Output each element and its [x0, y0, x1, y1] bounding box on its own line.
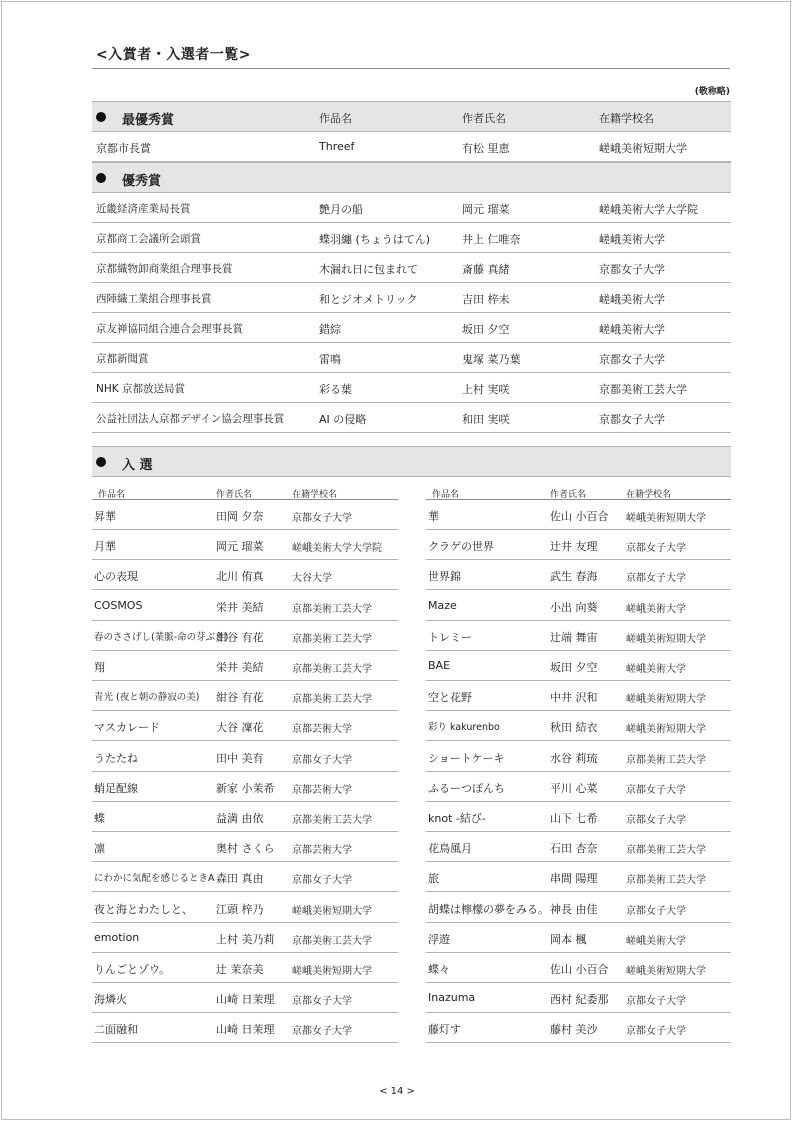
school-name: 嵯峨美術大学大学院: [599, 203, 698, 216]
work-title: マスカレード: [94, 721, 160, 735]
work-title: うたたね: [94, 751, 138, 765]
list-item: [426, 621, 731, 651]
school-name: 京都美術工芸大学: [599, 383, 687, 396]
author-name: 辻 茉奈美: [216, 963, 264, 976]
work-title: 胡蝶は檸檬の夢をみる。: [428, 902, 549, 916]
work-title: クラゲの世界: [428, 540, 494, 554]
list-item: [92, 621, 398, 651]
author-name: 江頭 梓乃: [216, 902, 264, 916]
list-item: [426, 983, 731, 1013]
author-name: 奥村 さくら: [216, 842, 275, 856]
work-title: 夜と海とわたしと、: [94, 902, 193, 916]
award-name: 京都新聞賞: [96, 353, 149, 365]
author-name: 岡元 瑠菜: [216, 540, 264, 554]
work-title: 空と花野: [428, 691, 472, 705]
section-header-excellence-award: [92, 162, 731, 193]
work-title: 凛: [94, 842, 105, 856]
list-item: [92, 893, 398, 923]
work-title: 蝶: [94, 812, 105, 825]
column-header-work: 作品名: [319, 112, 352, 125]
section-header-top-award: [92, 101, 731, 132]
list-item: [92, 923, 398, 953]
page-number: < 14 >: [379, 1086, 415, 1097]
list-item: [426, 923, 731, 953]
honorific-note: (敬称略): [694, 87, 730, 97]
work-title: 彩り kakurenbo: [428, 722, 500, 734]
list-item: [426, 742, 731, 772]
school-name: 京都芸術大学: [292, 784, 352, 796]
school-name: 嵯峨美術大学: [599, 323, 665, 336]
school-name: 京都女子大学: [626, 815, 686, 826]
work-title: 艶月の船: [319, 203, 363, 216]
award-name: 西陣織工業組合理事長賞: [96, 293, 212, 305]
work-title: 蝶羽纏 (ちょうはてん): [319, 233, 431, 246]
author-name: 上村 美乃莉: [216, 932, 275, 946]
work-title: AI の侵略: [319, 413, 367, 426]
work-title: 海燐火: [94, 993, 127, 1007]
list-item: [426, 560, 731, 590]
work-title: emotion: [94, 930, 140, 944]
school-name: 京都美術工芸大学: [292, 694, 372, 706]
work-title: 雷鳴: [319, 353, 341, 366]
list-item: [92, 862, 398, 892]
list-item: [426, 772, 731, 802]
author-name: 西村 紀委那: [550, 993, 609, 1007]
author-name: 栄井 美結: [216, 661, 264, 674]
list-item: [426, 651, 731, 681]
list-item: [426, 1013, 731, 1043]
list-item: [92, 560, 398, 590]
work-title: COSMOS: [94, 598, 143, 612]
author-name: 佐山 小百合: [550, 510, 609, 523]
author-name: 辻端 舞宙: [550, 630, 598, 644]
school-name: 京都女子大学: [626, 543, 686, 555]
list-item: [92, 832, 398, 862]
list-item: [426, 802, 731, 832]
author-name: 吉田 梓未: [462, 293, 510, 306]
school-name: 嵯峨美術短期大学: [626, 513, 706, 524]
table-row: [92, 283, 731, 313]
school-name: 京都女子大学: [626, 996, 686, 1008]
author-name: 田中 美有: [216, 751, 264, 765]
author-name: 栄井 美結: [216, 600, 264, 614]
school-name: 京都美術工芸大学: [292, 633, 372, 645]
author-name: 神長 由佳: [550, 902, 598, 916]
table-row: [92, 403, 731, 433]
author-name: 紺谷 有花: [216, 630, 264, 644]
work-title: 春のささげし(業脈-命の芽ぶき): [94, 631, 229, 643]
list-item: [92, 1013, 398, 1043]
column-header-author: 作者氏名: [550, 490, 587, 500]
school-name: 京都芸術大学: [292, 845, 352, 857]
author-name: 串間 陽理: [550, 872, 598, 886]
author-name: 益満 由依: [216, 812, 264, 825]
list-item: [92, 500, 398, 530]
author-name: 坂田 夕空: [550, 661, 598, 674]
award-name: 京都市長賞: [96, 142, 151, 155]
award-name: 近畿経済産業局長賞: [96, 203, 191, 215]
work-title: 旅: [428, 872, 439, 886]
school-name: 京都美術工芸大学: [626, 875, 706, 887]
list-item: [92, 651, 398, 681]
author-name: 紺谷 有花: [216, 691, 264, 705]
author-name: 田岡 夕奈: [216, 510, 264, 523]
award-name: NHK 京都放送局賞: [96, 383, 185, 395]
list-item: [426, 530, 731, 560]
list-item: [92, 530, 398, 560]
list-item: [426, 953, 731, 983]
school-name: 嵯峨美術大学: [599, 233, 665, 246]
column-header-author: 作者氏名: [216, 490, 253, 500]
school-name: 京都女子大学: [626, 1026, 686, 1038]
author-name: 大谷 凜花: [216, 721, 264, 735]
table-row: [92, 373, 731, 403]
author-name: 山下 七希: [550, 812, 598, 825]
title-divider: [92, 68, 730, 69]
work-title: 錯綜: [319, 323, 341, 336]
column-header-work: 作品名: [432, 490, 460, 500]
school-name: 嵯峨美術短期大学: [626, 633, 706, 645]
author-name: 坂田 夕空: [462, 323, 510, 336]
list-item: [92, 802, 398, 832]
work-title: Maze: [428, 598, 457, 612]
author-name: 辻井 友理: [550, 540, 598, 554]
school-name: 京都女子大学: [292, 875, 352, 887]
school-name: 嵯峨美術大学: [626, 603, 686, 615]
award-name: 京都織物卸商業組合理事長賞: [96, 263, 233, 275]
school-name: 京都女子大学: [599, 353, 665, 366]
school-name: 嵯峨美術短期大学: [599, 142, 687, 155]
section-title: 入 選: [122, 458, 153, 473]
work-title: 藤灯す: [428, 1023, 461, 1037]
author-name: 山崎 日茉理: [216, 993, 275, 1007]
school-name: 京都美術工芸大学: [292, 664, 372, 675]
work-title: 木漏れ日に包まれて: [319, 263, 418, 276]
author-name: 平川 心菜: [550, 781, 598, 795]
school-name: 京都女子大学: [292, 1026, 352, 1038]
school-name: 嵯峨美術短期大学: [292, 966, 372, 977]
table-row: [92, 193, 731, 223]
author-name: 岡本 楓: [550, 932, 587, 946]
school-name: 大谷大学: [292, 573, 332, 585]
selected-left-header: [92, 486, 398, 500]
list-item: [92, 772, 398, 802]
school-name: 嵯峨美術短期大学: [626, 724, 706, 736]
author-name: 斎藤 真緒: [462, 263, 510, 276]
school-name: 嵯峨美術短期大学: [626, 966, 706, 977]
work-title: 蛸足配線: [94, 781, 138, 795]
work-title: 心の表現: [94, 570, 138, 584]
school-name: 嵯峨美術短期大学: [626, 694, 706, 706]
author-name: 鬼塚 菜乃葉: [462, 353, 521, 366]
section-header-selected: [92, 446, 731, 477]
school-name: 嵯峨美術大学: [626, 664, 686, 675]
section-title: 最優秀賞: [122, 113, 175, 128]
author-name: 新家 小茉希: [216, 781, 275, 795]
column-header-work: 作品名: [98, 490, 126, 500]
list-item: [92, 983, 398, 1013]
bullet-icon: [96, 112, 106, 122]
author-name: 上村 実咲: [462, 383, 510, 396]
page-title: <入賞者・入選者一覧>: [96, 47, 251, 63]
author-name: 和田 実咲: [462, 413, 510, 426]
school-name: 京都女子大学: [626, 573, 686, 585]
bullet-icon: [96, 457, 106, 467]
work-title: 浮遊: [428, 932, 450, 946]
author-name: 中井 沢和: [550, 691, 598, 705]
work-title: knot -結び-: [428, 812, 486, 825]
selected-right-header: [426, 486, 731, 500]
school-name: 京都女子大学: [599, 413, 665, 426]
list-item: [426, 832, 731, 862]
column-header-school: 在籍学校名: [599, 112, 654, 125]
author-name: 山崎 日茉理: [216, 1023, 275, 1037]
list-item: [426, 500, 731, 530]
school-name: 嵯峨美術大学大学院: [292, 543, 382, 555]
author-name: 井上 仁唯奈: [462, 233, 521, 246]
school-name: 京都美術工芸大学: [292, 935, 372, 947]
column-header-school: 在籍学校名: [626, 490, 672, 500]
author-name: 石田 杏奈: [550, 842, 598, 856]
work-title: 蝶々: [428, 963, 450, 976]
list-item: [92, 591, 398, 621]
work-title: Inazuma: [428, 991, 476, 1005]
work-title: 二面融和: [94, 1023, 138, 1037]
work-title: 華: [428, 510, 439, 523]
author-name: 岡元 瑠菜: [462, 203, 510, 216]
school-name: 京都美術工芸大学: [292, 815, 372, 826]
list-item: [426, 681, 731, 711]
work-title: 昇華: [94, 510, 116, 523]
work-title: りんごとゾウ。: [94, 963, 171, 976]
list-item: [92, 953, 398, 983]
column-header-author: 作者氏名: [462, 112, 506, 125]
section-title: 優秀賞: [122, 174, 162, 189]
list-item: [426, 862, 731, 892]
author-name: 森田 真由: [216, 872, 264, 886]
author-name: 佐山 小百合: [550, 963, 609, 976]
list-item: [426, 591, 731, 621]
work-title: ショートケーキ: [428, 751, 505, 765]
work-title: 青光 (夜と朝の静寂の美): [94, 692, 200, 704]
work-title: Threef: [319, 140, 355, 153]
author-name: 武生 春海: [550, 570, 598, 584]
work-title: 翔: [94, 661, 105, 674]
list-item: [92, 681, 398, 711]
list-item: [92, 742, 398, 772]
school-name: 嵯峨美術大学: [599, 293, 665, 306]
table-row: [92, 313, 731, 343]
school-name: 京都美術工芸大学: [292, 603, 372, 615]
bullet-icon: [96, 173, 106, 183]
table-row: [92, 343, 731, 373]
school-name: 京都美術工芸大学: [626, 845, 706, 857]
list-item: [426, 711, 731, 741]
school-name: 京都女子大学: [626, 784, 686, 796]
school-name: 京都女子大学: [599, 263, 665, 276]
work-title: 彩る葉: [319, 383, 352, 396]
school-name: 京都美術工芸大学: [626, 754, 706, 766]
school-name: 嵯峨美術大学: [626, 935, 686, 947]
table-row: [92, 253, 731, 283]
school-name: 京都女子大学: [626, 905, 686, 917]
award-name: 京都商工会議所会頭賞: [96, 233, 201, 245]
work-title: 世界錦: [428, 570, 461, 584]
award-name: 公益社団法人京都デザイン協会理事長賞: [96, 413, 285, 425]
author-name: 秋田 結衣: [550, 721, 598, 735]
work-title: 月華: [94, 540, 116, 554]
author-name: 藤村 美沙: [550, 1023, 598, 1037]
school-name: 嵯峨美術短期大学: [292, 905, 372, 917]
school-name: 京都女子大学: [292, 513, 352, 524]
list-item: [92, 711, 398, 741]
table-row: [92, 132, 731, 162]
school-name: 京都女子大学: [292, 754, 352, 766]
column-header-school: 在籍学校名: [292, 490, 338, 500]
author-name: 小出 向葵: [550, 600, 598, 614]
award-name: 京友禅協同組合連合会理事長賞: [96, 323, 243, 335]
work-title: にわかに気配を感じるときA: [94, 873, 215, 885]
school-name: 京都女子大学: [292, 996, 352, 1008]
school-name: 京都芸術大学: [292, 724, 352, 736]
work-title: 和とジオメトリック: [319, 293, 418, 306]
author-name: 水谷 莉琉: [550, 751, 598, 765]
work-title: BAE: [428, 659, 451, 672]
author-name: 北川 侑真: [216, 570, 264, 584]
work-title: 花鳥風月: [428, 842, 472, 856]
work-title: トレミー: [428, 630, 472, 644]
list-item: [426, 893, 731, 923]
author-name: 有松 里恵: [462, 142, 510, 155]
table-row: [92, 223, 731, 253]
work-title: ふるーつぽんち: [428, 781, 505, 795]
